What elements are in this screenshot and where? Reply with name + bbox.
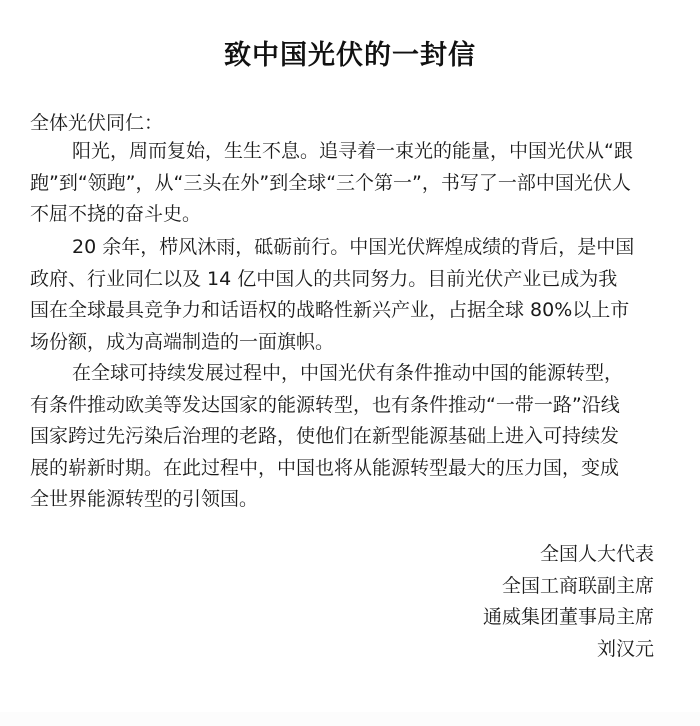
paragraph-line: 国在全球最具竞争力和话语权的战略性新兴产业，占据全球 80%以上市 [30, 299, 630, 321]
signature-block [483, 539, 654, 665]
paragraph-line: 在全球可持续发展过程中，中国光伏有条件推动中国的能源转型， [72, 362, 624, 384]
paragraph-line: 阳光，周而复始，生生不息。追寻着一束光的能量，中国光伏从“跟 [72, 140, 633, 162]
signature-title-npc-deputy: 全国人大代表 [539, 543, 654, 565]
letter-title: 致中国光伏的一封信 [224, 40, 476, 71]
paragraph-line: 政府、行业同仁以及 14 亿中国人的共同努力。目前光伏产业已成为我 [30, 267, 618, 290]
paragraph-3 [30, 358, 660, 516]
page-bottom-edge [0, 712, 700, 726]
signature-title-tongwei-chairman: 通威集团董事局主席 [482, 606, 654, 628]
paragraph-2 [30, 232, 660, 358]
salutation: 全体光伏同仁： [30, 112, 164, 134]
paragraph-line: 展的崭新时期。在此过程中，中国也将从能源转型最大的压力国，变成 [30, 456, 620, 479]
paragraph-line: 国家跨过先污染后治理的老路，使他们在新型能源基础上进入可持续发 [30, 425, 620, 447]
paragraph-line: 跑”到“领跑”，从“三头在外”到全球“三个第一”，书写了一部中国光伏人 [30, 171, 631, 194]
signature-title-acfic-vice-chair: 全国工商联副主席 [501, 574, 654, 597]
paragraph-line: 不屈不挠的奋斗史。 [30, 203, 202, 225]
paragraph-line: 20 余年，栉风沐雨，砥砺前行。中国光伏辉煌成绩的背后，是中国 [72, 236, 635, 258]
signature-name: 刘汉元 [596, 637, 654, 660]
paragraph-line: 场份额，成为高端制造的一面旗帜。 [30, 330, 335, 353]
paragraph-1 [30, 136, 660, 231]
paragraph-line: 有条件推动欧美等发达国家的能源转型，也有条件推动“一带一路”沿线 [30, 393, 620, 416]
paragraph-line: 全世界能源转型的引领国。 [30, 488, 259, 510]
